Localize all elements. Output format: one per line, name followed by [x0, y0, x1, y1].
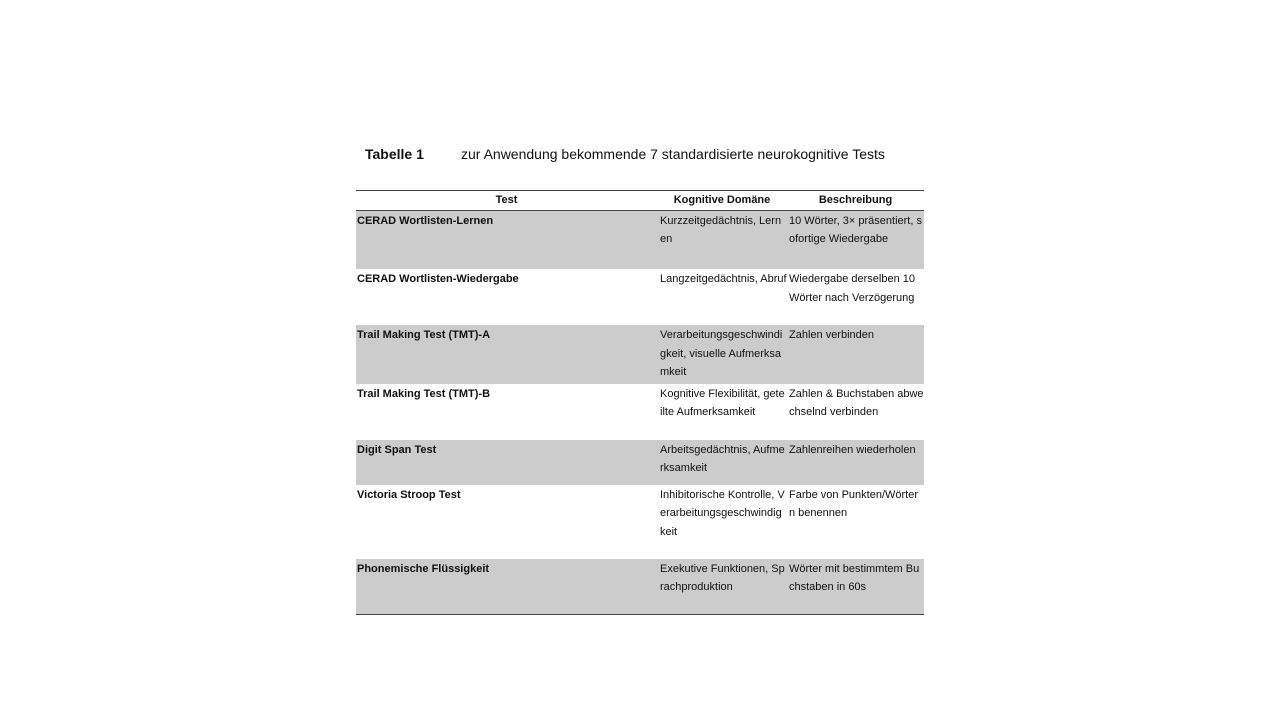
test-description: Wiedergabe derselben 10 Wörter nach Verzögerung: [789, 273, 915, 304]
test-description: Zahlenreihen wiederholen: [787, 440, 924, 485]
table-title: zur Anwendung bekommende 7 standardisierte neurokognitive Tests: [461, 146, 885, 162]
table-row: [356, 485, 924, 559]
test-name: CERAD Wortlisten-Lernen: [356, 210, 657, 269]
test-name: Trail Making Test (TMT)-A: [356, 325, 657, 384]
table-label: Tabelle 1: [365, 146, 424, 162]
table-row: [356, 440, 924, 485]
table-row: [356, 210, 924, 269]
test-name: CERAD Wortlisten-Wiedergabe: [357, 273, 519, 285]
cognitive-domain: Verarbeitungsgeschwindigkeit, visuelle Aufmerksamkeit: [657, 325, 787, 384]
cognitive-domain: Langzeitgedächtnis, Abruf: [660, 273, 787, 285]
test-description: Zahlen verbinden: [787, 325, 924, 384]
test-description: Zahlen & Buchstaben abwechselnd verbinden: [789, 387, 924, 418]
table-row: [356, 559, 924, 615]
table-row: [356, 325, 924, 384]
cognitive-domain: Kognitive Flexibilität, geteilte Aufmerksamkeit: [660, 387, 785, 418]
test-name: Digit Span Test: [356, 440, 657, 485]
table-row: [356, 384, 924, 440]
table-caption: [365, 144, 965, 164]
table-header-row: [356, 191, 924, 211]
test-name: Trail Making Test (TMT)-B: [357, 387, 491, 400]
cognitive-domain: Inhibitorische Kontrolle, Verarbeitungsgeschwindigkeit: [660, 488, 785, 538]
test-name: Phonemische Flüssigkeit: [356, 559, 657, 615]
header-domain: Kognitive Domäne: [657, 191, 787, 211]
table-row: [356, 269, 924, 325]
cognitive-domain: Arbeitsgedächtnis, Aufmerksamkeit: [657, 440, 787, 485]
header-test: Test: [356, 191, 657, 211]
test-description: Wörter mit bestimmtem Buchstaben in 60s: [787, 559, 924, 615]
neurocognitive-tests-table: [356, 190, 924, 615]
test-description: 10 Wörter, 3× präsentiert, sofortige Wiedergabe: [787, 210, 924, 269]
header-description: Beschreibung: [787, 191, 924, 211]
test-name: Victoria Stroop Test: [357, 488, 461, 501]
cognitive-domain: Exekutive Funktionen, Sprachproduktion: [657, 559, 787, 615]
cognitive-domain: Kurzzeitgedächtnis, Lernen: [657, 210, 787, 269]
test-description: Farbe von Punkten/Wörtern benennen: [789, 488, 919, 519]
